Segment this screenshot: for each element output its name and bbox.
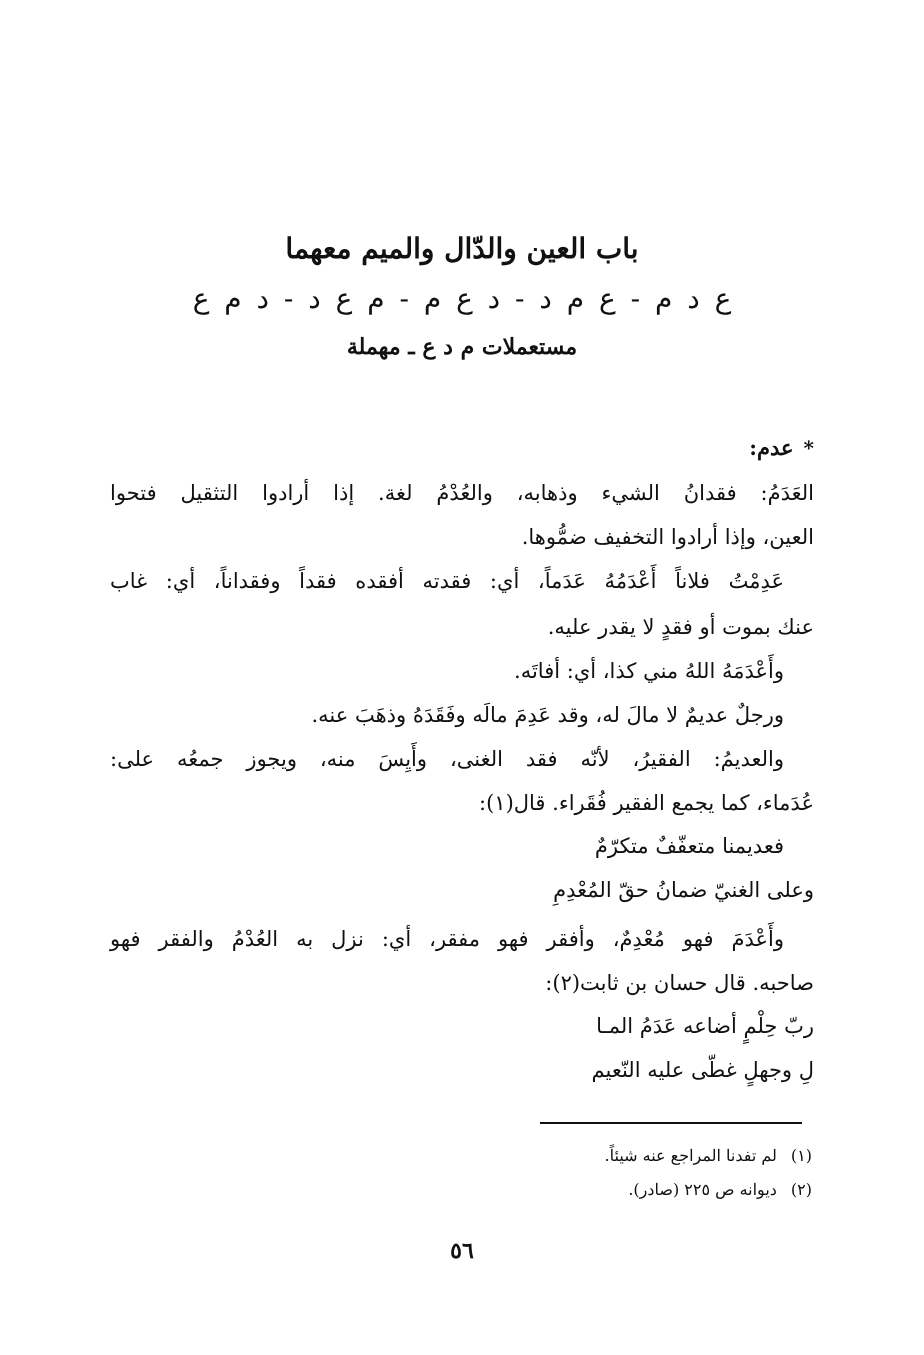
chapter-title: باب العين والدّال والميم معهما [285, 232, 639, 265]
footnote-2 [628, 1180, 812, 1199]
body-line-10: صاحبه. قال حسان بن ثابت(٢): [545, 971, 814, 995]
footnote-text: ديوانه ص ٢٢٥ (صادر). [628, 1180, 777, 1199]
body-line-4: عنك بموت أو فقدٍ لا يقدر عليه. [547, 615, 814, 639]
body-line-3: عَدِمْتُ فلاناً أَعْدَمُهُ عَدَماً، أي: فقدته أفقده فقداً وفقداناً، أي: غاب [110, 569, 784, 593]
headword-text: عدم: [749, 435, 794, 460]
body-line-8: عُدَماء، كما يجمع الفقير فُقَراء. قال(١): [479, 791, 814, 815]
footnote-number: (٢) [790, 1180, 812, 1199]
root-permutations: ع د م - ع م د - د ع م - م ع د - د م ع [192, 282, 732, 315]
asterisk-icon: * [803, 436, 814, 460]
verse-1-second-hemistich: وعلى الغنيّ ضمانُ حقّ المُعْدِمِ [553, 878, 814, 902]
verse-1-first-hemistich: فعديمنا متعفّفٌ متكرّمٌ [594, 834, 784, 858]
footnote-text: لم تفدنا المراجع عنه شيئاً. [604, 1146, 777, 1165]
body-line-2: العين، وإذا أرادوا التخفيف ضمُّوها. [521, 525, 814, 549]
body-line-5: وأَعْدَمَهُ اللهُ مني كذا، أي: أفاتَه. [514, 659, 784, 683]
usage-note: مستعملات م د ع ـ مهملة [346, 334, 578, 360]
verse-2-second-hemistich: لِ وجهلٍ غطّى عليه النّعيم [591, 1058, 814, 1082]
body-line-7: والعديمُ: الفقيرُ، لأنّه فقد الغنى، وأَيِسَ منه، ويجوز جمعُه على: [110, 747, 784, 771]
body-line-9: وأَعْدَمَ فهو مُعْدِمٌ، وأفقر فهو مفقر، أي: نزل به العُدْمُ والفقر فهو [110, 927, 784, 951]
page-number: ٥٦ [450, 1238, 474, 1264]
verse-2-first-hemistich: ربّ حِلْمٍ أضاعه عَدَمُ المـا [596, 1014, 814, 1038]
body-line-6: ورجلٌ عديمٌ لا مالَ له، وقد عَدِمَ مالَه وفَقَدَهُ وذهَبَ عنه. [311, 703, 784, 727]
entry-headword [749, 435, 814, 460]
body-line-1: العَدَمُ: فقدانُ الشيء وذهابه، والعُدْمُ لغة. إذا أرادوا التثقيل فتحوا [110, 481, 814, 505]
footnote-1 [605, 1146, 812, 1165]
footnote-divider [540, 1122, 802, 1124]
footnote-number: (١) [790, 1146, 812, 1165]
